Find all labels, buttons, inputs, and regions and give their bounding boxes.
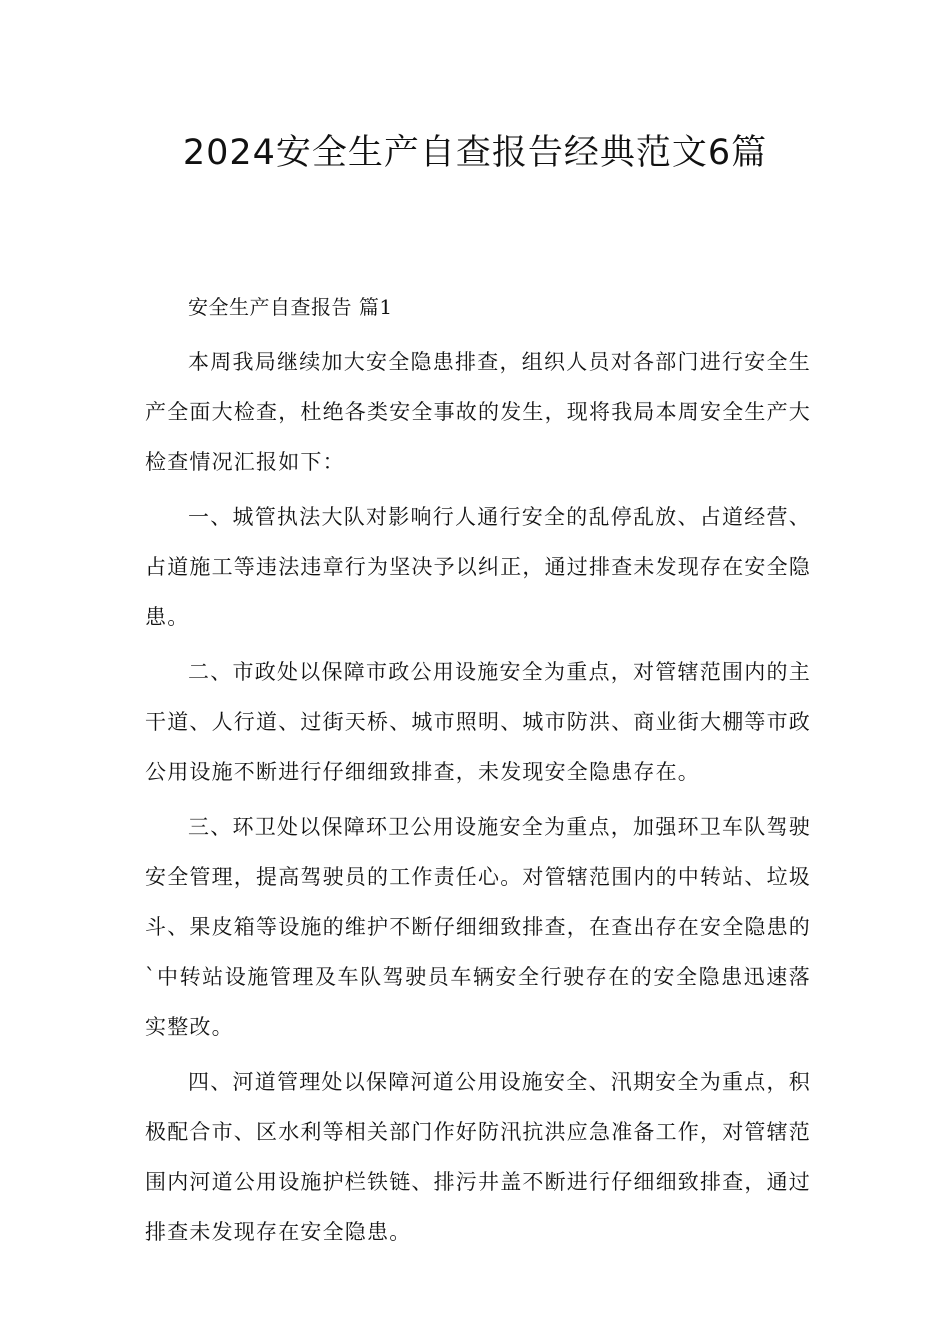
paragraph-item-4: 四、河道管理处以保障河道公用设施安全、汛期安全为重点，积极配合市、区水利等相关部门作好防汛抗洪应急准备工作，对管辖范围内河道公用设施护栏铁链、排污井盖不断进行仔细细致排查，通过排查未发现存在安全隐患。 <box>145 1070 811 1244</box>
paragraph-intro: 本周我局继续加大安全隐患排查，组织人员对各部门进行安全生产全面大检查，杜绝各类安全事故的发生，现将我局本周安全生产大检查情况汇报如下： <box>145 350 811 474</box>
paragraph-item-2: 二、市政处以保障市政公用设施安全为重点，对管辖范围内的主干道、人行道、过街天桥、城市照明、城市防洪、商业街大棚等市政公用设施不断进行仔细细致排查，未发现安全隐患存在。 <box>145 660 811 784</box>
section-heading: 安全生产自查报告 篇1 <box>188 295 393 319</box>
paragraph-item-3: 三、环卫处以保障环卫公用设施安全为重点，加强环卫车队驾驶安全管理，提高驾驶员的工作责任心。对管辖范围内的中转站、垃圾斗、果皮箱等设施的维护不断仔细细致排查，在查出存在安全隐患的`中转站设施管理及车队驾驶员车辆安全行驶存在的安全隐患迅速落实整改。 <box>145 815 811 1039</box>
document-title: 2024安全生产自查报告经典范文6篇 <box>182 133 768 173</box>
paragraph-item-1: 一、城管执法大队对影响行人通行安全的乱停乱放、占道经营、占道施工等违法违章行为坚决予以纠正，通过排查未发现存在安全隐患。 <box>145 505 811 629</box>
document-body <box>145 282 811 1262</box>
